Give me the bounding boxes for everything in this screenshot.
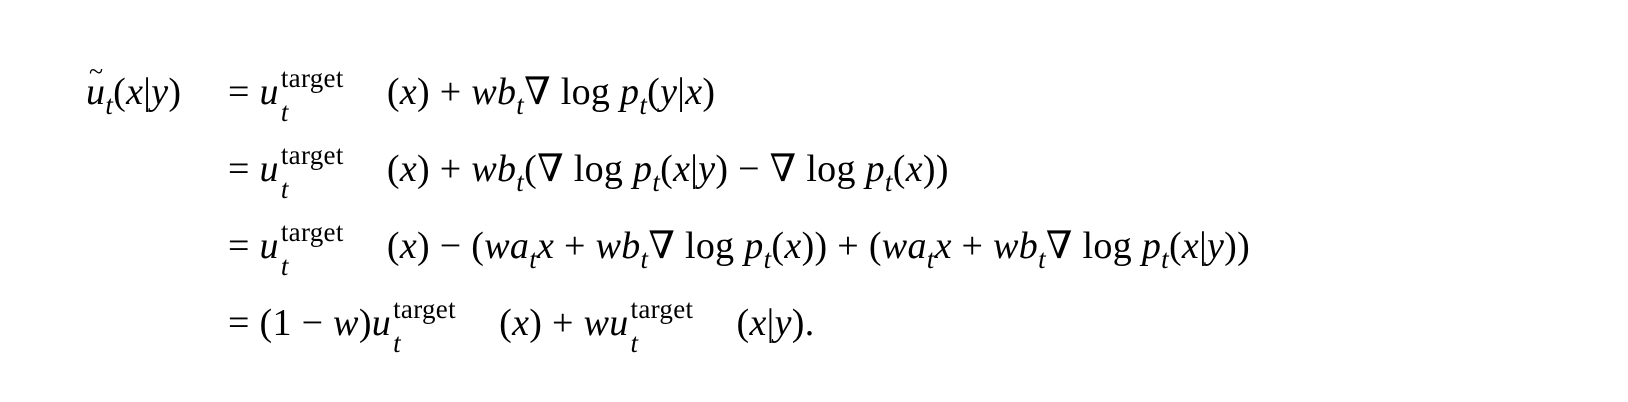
equation-rhs-1: = u target t $(x) + wb_t\nabla$ $\log p_t(y|x)$ [228, 63, 716, 127]
equation-rhs-4: = (1 − w)u target t (x) + wu target t (x|y). [228, 294, 815, 358]
equation-line-1 [0, 62, 1628, 127]
equation-rhs-3: = u target t $(x) - (wa_tx + wb_t\nabla$ $\log p_t(x)) + (wa_tx + wb_t\nabla$ $\log p_t(x|y)$) [228, 217, 1251, 281]
equation-lhs: ~ $u_t(x|y)$ [86, 62, 181, 125]
equation-line-3 [0, 216, 1628, 281]
equation-rhs-2: = u target t $(x) + wb_t(\nabla$ $\log p_t(x|y)$ − ∇ $\log p_t(x)$) [228, 140, 949, 204]
equation-line-4 [0, 293, 1628, 358]
equation-line-2 [0, 139, 1628, 204]
